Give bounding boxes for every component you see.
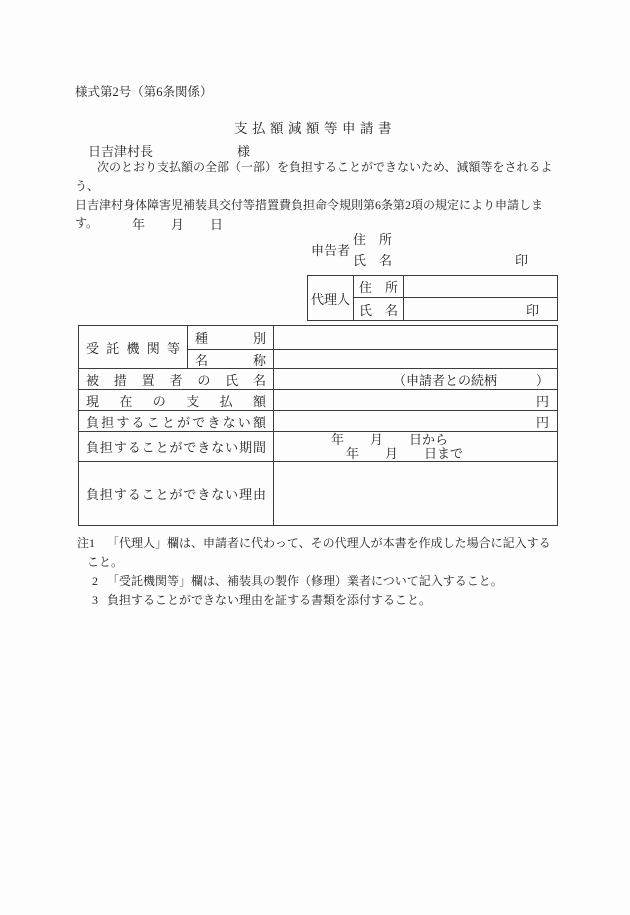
current-payment-label: 現在の支払額 — [79, 390, 274, 411]
agent-address-field — [404, 276, 557, 298]
application-table — [78, 325, 558, 526]
agent-address-label: 住 所 — [354, 276, 404, 298]
note-1 — [77, 534, 567, 553]
declarant-label: 申告者 — [311, 243, 351, 258]
note-3 — [77, 591, 567, 610]
name-field — [274, 350, 557, 369]
agent-label: 代理人 — [308, 276, 354, 320]
person-label: 被措置者の氏名 — [79, 369, 274, 390]
current-payment-field — [274, 390, 557, 411]
body-line: 日吉津村身体障害児補装具交付等措置費負担命令規則第6条第2項の規定により申請しま — [75, 197, 544, 212]
note-2 — [77, 572, 567, 591]
note-1-continuation: こと。 — [87, 555, 124, 569]
note-text: 負担することができない理由を証する書類を添付すること。 — [107, 593, 432, 607]
declarant-address-label: 住 所 — [353, 232, 393, 247]
unpayable-reason-field — [274, 462, 557, 525]
note-number: 注1 — [77, 536, 96, 550]
form-title: 支払額減額等申請書 — [234, 121, 396, 136]
type-field — [274, 326, 557, 350]
note-text: 「受託機関等」欄は、補装具の製作（修理）業者について記入すること。 — [107, 574, 503, 588]
note-number: 2 — [92, 574, 98, 588]
period-from-field: 年 月 日から — [330, 431, 448, 447]
unpayable-period-label: 負担することができない期間 — [79, 432, 274, 462]
agent-name-label: 氏 名 — [354, 298, 404, 320]
declarant-name-label: 氏 名 — [353, 253, 393, 268]
unpayable-reason-label: 負担することができない理由 — [79, 462, 274, 525]
declarant-seal-mark: 印 — [515, 253, 529, 268]
addressee-honorific: 様 — [237, 144, 251, 159]
body-line: す。 — [75, 216, 99, 231]
yen-unit: 円 — [535, 414, 549, 430]
agent-table — [307, 275, 558, 321]
consignee-label: 受託機関等 — [79, 326, 188, 369]
period-to-field: 年 月 日まで — [345, 445, 463, 461]
note-number: 3 — [92, 593, 98, 607]
yen-unit: 円 — [535, 393, 549, 409]
type-label: 種別 — [188, 326, 274, 350]
agent-seal-mark: 印 — [525, 302, 539, 318]
form-number: 様式第2号（第6条関係） — [75, 85, 213, 99]
date-line: 年 月 日 — [132, 217, 224, 232]
unpayable-amount-field — [274, 411, 557, 432]
person-relation-field: （申請者との続柄 ） — [274, 369, 557, 390]
name-label: 名称 — [188, 350, 274, 369]
note-text: 「代理人」欄は、申請者に代わって、その代理人が本書を作成した場合に記入する — [107, 536, 551, 550]
addressee-name: 日吉津村長 — [88, 144, 154, 159]
unpayable-amount-label: 負担することができない額 — [79, 411, 274, 432]
notes-section — [77, 534, 567, 610]
body-line: 次のとおり支払額の全部（一部）を負担することができないため、減額等をされるよう、 — [75, 160, 553, 193]
unpayable-period-field — [274, 432, 557, 462]
